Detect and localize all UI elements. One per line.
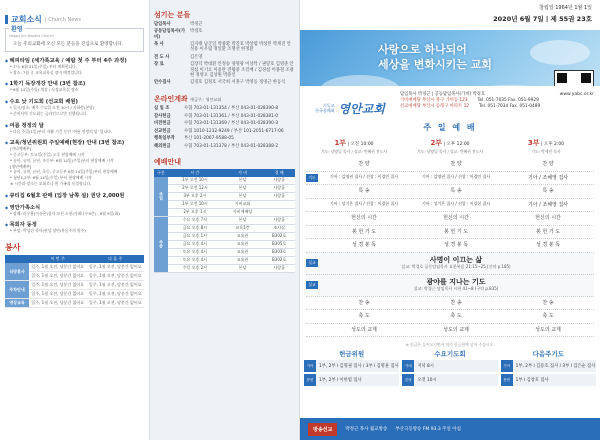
order-label <box>306 228 318 236</box>
worship-table <box>154 169 295 273</box>
service-row-label: 주차안내 <box>5 281 29 299</box>
bottom-column <box>304 349 399 386</box>
order-label <box>306 299 318 307</box>
service-heading: 주 일 예 배 <box>423 123 477 132</box>
service-leaders: 기도: 박세민 목사 <box>531 149 561 154</box>
worship-cell: 주일 오후 2시 <box>168 264 222 272</box>
issue-date: 2020년 6월 7일 | 제 55권 23호 <box>493 15 592 23</box>
banner-line-1: 사랑으로 하나되어 <box>378 43 467 56</box>
tel-1: Tel. 051-7035 Fax. 051-9929 <box>477 98 539 104</box>
order-row <box>306 239 594 253</box>
table-row <box>154 256 295 264</box>
order-label <box>306 160 318 168</box>
table-row <box>154 192 295 200</box>
news-item-line: * 청년1,2부: 6월 14일(주일) 부터 현장예배 시작 <box>10 175 92 181</box>
worship-cell: 금요 오후 8시 <box>168 224 222 232</box>
worship-cell: B302호 <box>263 256 295 264</box>
order-row <box>306 185 594 199</box>
bottom-line-label: 봉헌 <box>304 374 316 386</box>
table-row <box>154 224 295 232</box>
account-label: 해외헌금 <box>154 143 171 149</box>
account-number: 수협 703-01-131378 / 부산 043-01-028388-2 <box>184 143 279 149</box>
worship-cell: 사랑홀 <box>263 192 295 200</box>
order-cell: 성 경 봉 독 <box>535 242 561 249</box>
account-row <box>154 105 295 111</box>
staff-row <box>154 55 295 60</box>
order-cell: 봉 헌 기 도 <box>443 228 469 235</box>
bottom-column <box>501 349 596 386</box>
news-item <box>5 121 144 135</box>
account-row <box>154 143 295 149</box>
news-item-title: ◆ 수요 낮 기도회 (선교회 배원) <box>5 97 144 105</box>
banner-text <box>378 42 492 73</box>
bottom-column-title: 다음주기도 <box>532 350 565 358</box>
sermon-title: 광야를 지나는 기도 <box>426 278 486 287</box>
order-of-service <box>306 158 594 337</box>
order-label <box>306 241 318 249</box>
left-panel <box>0 0 150 440</box>
table-row <box>5 281 144 290</box>
bottom-line-label: 봉헌 <box>501 374 513 386</box>
logo-small-1: 기독교 <box>322 102 335 108</box>
welcome-tag: 환영 <box>11 26 23 33</box>
order-row <box>306 226 594 240</box>
order-row <box>306 212 594 226</box>
order-row <box>306 158 594 172</box>
account-number: 수협 703-01-131369 / 부산 043-01-028390-3 <box>184 121 279 127</box>
news-list <box>5 56 144 234</box>
worship-cell: 3부 오후 2시 <box>168 192 222 200</box>
order-cell: 성도의 교제 <box>443 326 469 333</box>
news-item-title: ◆ 목회자 동정 <box>5 220 144 228</box>
staff-names: 박경호 <box>190 29 203 35</box>
bottom-line <box>501 374 596 386</box>
news-item-line: * 유아, 유치, 유년, 초등부: 6월 14일(주일)부터 현장예배 시작 <box>10 157 114 163</box>
order-cell: 기아 : 성기은 집사 / 선창 : 이경헌 집사 <box>329 201 399 207</box>
order-cell: 성 경 봉 독 <box>443 242 469 249</box>
service-title: 봉사 <box>5 243 21 253</box>
order-label <box>306 201 318 209</box>
news-subtitle: | Church News <box>44 16 81 23</box>
service-leaders: 기도: 남양일 목사 / 설교: 반혜현 전도사 <box>416 149 484 154</box>
worship-group-label: 주일 <box>154 177 168 217</box>
news-item-title: ◆ 큐티집 6월호 판매 (입장 남쪽 설) 권당 2,000원 <box>5 191 144 199</box>
news-item-line: * 6월 14일(주일) 개강 / 독장교육실 장소 <box>10 87 79 93</box>
service-number: 1부 <box>334 139 347 147</box>
bottom-columns <box>304 349 596 386</box>
order-cell: 축 도 <box>358 313 370 320</box>
worship-cell: 토요 오후 4시 <box>168 248 222 256</box>
website-link[interactable]: www.yabc.or.kr <box>559 92 594 97</box>
news-item-title: ◆ 여름 정정의 달 <box>5 121 144 129</box>
news-item-line: * 다음 주일(1일)부터 자활 기간 동안 '여름 정정의 달' 입니다. <box>10 128 113 134</box>
table-row <box>5 299 144 308</box>
worship-cell: 사랑홀 <box>263 177 295 185</box>
order-cell: 찬 양 <box>450 161 462 168</box>
account-row <box>154 128 295 134</box>
service-row-label: 영상교육 <box>5 299 29 308</box>
worship-header: 경 배 <box>263 169 295 177</box>
table-row <box>154 208 295 216</box>
news-item-line: * 유아, 유치, 유년, 초등, 중고등부 6월 14일(주일)부터 현장예배 <box>10 169 118 175</box>
bottom-line-label: 본당 <box>402 374 414 386</box>
staff-list <box>154 22 295 86</box>
logo-small-2: 한국침례회 <box>315 108 335 113</box>
worship-cell: 1부 오전 10시 <box>168 177 222 185</box>
service-columns <box>306 138 594 155</box>
order-cell: 축 도 <box>542 313 554 320</box>
order-cell: 봉 헌 기 도 <box>351 228 377 235</box>
offering-note: ※ 헌금은 들어오시면서 미리 헌금함에 넣어 주십시오. <box>405 342 495 347</box>
news-item-line: * 일시/장소: 매주 수요일 오전 10시 / 지하층(본당) <box>10 105 95 111</box>
footer-text-2: 부산극동방송 FM 93.3 주일 아침 <box>395 427 461 432</box>
staff-names: 박경근 <box>190 22 203 27</box>
news-title: 교회소식 <box>11 15 42 24</box>
worship-cell: 본당 <box>222 177 264 185</box>
table-row <box>154 184 295 192</box>
order-cell: 성도의 교제 <box>535 326 561 333</box>
news-item-line: * 중고등부: 토요일(주일) 오후 현장예배 시작 <box>10 152 85 158</box>
worship-header: 시 간 <box>168 169 222 177</box>
account-number: 부산 101-2067-9588-05 <box>184 136 234 142</box>
order-cell: 축 도 <box>450 313 462 320</box>
service-table-header: 다 음 주 <box>87 255 145 263</box>
service-column <box>402 138 498 155</box>
worship-cell: 2부 오후 1시 <box>168 208 222 216</box>
pastor-line: 담임목사 박경근 | 공동담임목사(가비) 박경호 <box>400 92 485 97</box>
logo-denomination <box>315 103 334 113</box>
logo-main: 영안교회 <box>338 101 385 116</box>
account-label: 선교헌금 <box>154 128 171 134</box>
account-row <box>154 120 295 126</box>
order-row <box>306 310 594 324</box>
order-cell: 기아 : 성기은 집사 / 선창 : 이경헌 집사 <box>421 201 491 207</box>
banner-line-2: 세상을 변화시키는 교회 <box>378 58 492 72</box>
sermon-ref: 설교: 박경호 공동담임목사 요한복음 21:15~25 (신약 p.185) <box>401 263 511 269</box>
staff-role: 전 도 사 <box>154 54 170 60</box>
service-number: 3부 <box>527 139 540 147</box>
account-label: 행복일부작 <box>154 136 175 142</box>
service-cell: 일주, 1월 오전, 당분간 없어요 <box>87 272 145 281</box>
online-title <box>154 94 295 104</box>
service-header <box>5 242 144 253</box>
news-item-line: * 준비사역 기도회는 금라인으로만 진행됩니다. <box>10 110 88 116</box>
worship-cell: B303호 <box>263 248 295 256</box>
staff-names: 김지태 남궁일 박종환 박진호 박상엽 박상민 박계진 안성용 이우림 정일환 조명선 한정환 <box>190 42 291 53</box>
order-row <box>306 324 594 338</box>
welcome-english: Happy Jim Baptist Church <box>9 34 54 38</box>
news-item-line: [청년예배부] <box>10 163 32 169</box>
worship-title: 예배안내 <box>154 157 182 166</box>
order-cell: 특 송 <box>358 188 370 195</box>
account-label: 감사헌금 <box>154 113 171 119</box>
order-cell: 기아 / 조혜영 집사 <box>527 201 569 208</box>
account-number: 수협 703-01-131361 / 부산 043-01-028381-0 <box>184 113 279 119</box>
order-cell: 찬 송 <box>450 299 462 306</box>
staff-row <box>154 62 295 78</box>
welcome-text: 오늘 주의교회에 오신 모든 분들을 진심으로 환영합니다. <box>13 42 123 47</box>
footer-badge: 방송선교 <box>308 423 337 436</box>
bottom-line-label: 가비 <box>402 360 414 372</box>
service-row-label: 식당봉사 <box>5 263 29 281</box>
worship-cell: 1부 오전 10시 <box>168 200 222 208</box>
sermon-ref: 설교: 박경근 담임목사 시편 41~8 (구약 p.835) <box>413 285 499 291</box>
footer <box>300 418 600 440</box>
bottom-line-text: 1부, 2부 l 이한엽 집사 <box>319 378 362 383</box>
staff-role: 장 로 <box>154 62 164 68</box>
bottom-line-text: 1부, 2부 l 김명권 집사 / 3부 l 김명훈 집사 <box>319 364 399 369</box>
footer-text-1: 박정근 목사 월교방송 <box>345 427 388 432</box>
staff-names: 김경호 김정호 서국희 서홍구 박영동 정영근 한동식 <box>190 80 286 86</box>
address-line-2 <box>400 104 600 110</box>
welcome-box <box>5 28 144 52</box>
order-row <box>306 172 594 186</box>
staff-names: 김장덕 박대환 안정승 양영광 이상탁 / 권달호 김영준 안경섭 이기요 이용란 전황중 조길배 / 김경섭 이종철 조광현 정영오 김상원 박중인 <box>190 62 294 78</box>
worship-cell: 가비예배당 <box>222 208 264 216</box>
worship-cell: 본당 <box>222 192 264 200</box>
worship-header: 구분 <box>154 169 168 177</box>
staff-role: 안수집사 <box>154 80 171 86</box>
service-column <box>498 138 594 155</box>
worship-cell: 조사실 <box>263 224 295 232</box>
bottom-line-text: 1부 l 김창호 집사 <box>515 378 549 383</box>
order-cell: 특 송 <box>542 188 554 195</box>
service-table-header <box>5 255 29 263</box>
worship-cell: B302호 <box>263 232 295 240</box>
online-subtitle: 예금주 : 영안교회 <box>190 96 222 102</box>
news-header <box>5 14 144 25</box>
worship-cell: B305호 <box>263 240 295 248</box>
service-time: 2부 | 오후 12:00 <box>430 139 470 147</box>
worship-cell: 사랑홀 <box>263 264 295 272</box>
service-cell: 일주, 1월 오전, 당분간 없어요 <box>87 290 145 299</box>
account-row <box>154 113 295 119</box>
account-row <box>154 135 295 141</box>
worship-cell <box>263 208 295 216</box>
order-cell: 찬 양 <box>542 161 554 168</box>
order-cell: 찬 송 <box>358 299 370 306</box>
news-item <box>5 138 144 186</box>
order-cell: 헌신의 시간 <box>535 215 561 222</box>
news-item-line: * 부임: 박성진 목사(권성 장년/복음주의 원주) <box>10 228 86 234</box>
order-cell: 기아 / 조혜영 집사 <box>527 174 569 181</box>
news-item-title: ◆ 교육/청년위원회 주일예배(현장) 안내 (3번 참조) <box>5 138 144 146</box>
bottom-column <box>402 349 497 386</box>
order-row <box>306 297 594 311</box>
order-label <box>306 187 318 195</box>
sermon-cell <box>318 256 594 269</box>
bottom-line <box>501 360 596 372</box>
service-cell: 일주, 1월 오전, 당분간 없어요 <box>29 272 87 281</box>
news-item-title: ◆ 1학기 독장개강 안내 (3번 참조) <box>5 79 144 87</box>
staff-role: 공동담임목사(가비) <box>154 29 186 40</box>
account-label: 비전헌금 <box>154 121 171 127</box>
worship-cell: 본당 <box>222 184 264 192</box>
service-column <box>306 138 402 155</box>
worship-cell: 금요 오후 1시 <box>168 232 222 240</box>
service-cell: 일주, 1월 오전, 당분간 없어요 <box>87 281 145 290</box>
worship-cell: 사랑홀 <box>263 216 295 224</box>
bottom-line <box>402 360 497 372</box>
account-number: 수협 703-01-131354 / 부산 043-01-028390-8 <box>184 106 279 112</box>
order-cell: 헌신의 시간 <box>443 215 469 222</box>
bottom-line-text: 오전 10시 <box>417 378 437 383</box>
worship-cell: 사랑홀 <box>263 184 295 192</box>
established-text: 창립일 1964년 1월 1일 <box>539 5 592 11</box>
account-number: 수협 1010-1232-9249 / 부산 101-2051-6717-06 <box>184 128 284 134</box>
staff-role: 담임목사 <box>154 22 171 27</box>
worship-cell: 금요 오후 4시 <box>168 240 222 248</box>
order-cell: 찬 양 <box>358 161 370 168</box>
news-bar <box>5 15 8 24</box>
middle-panel <box>150 0 300 440</box>
order-cell: 헌신의 시간 <box>351 215 377 222</box>
table-row <box>154 216 295 224</box>
sermon-label: 설교 <box>306 281 318 289</box>
sermon-cell <box>318 278 594 291</box>
bottom-line <box>304 360 399 372</box>
sermon-title: 사명이 이끄는 삶 <box>429 256 483 265</box>
service-cell: 일주, 1월 오전, 당분간 없어요 <box>29 290 87 299</box>
bottom-line-text: 1부, 2부 l 김용호 집사 / 3부 l 김은순 집사 <box>515 364 596 369</box>
established <box>300 0 600 11</box>
order-cell: 봉 헌 기 도 <box>535 228 561 235</box>
news-item-title: ◆ 영안가족소식 <box>5 203 144 211</box>
table-row <box>154 232 295 240</box>
worship-cell: 수요 오후 7시 <box>168 216 222 224</box>
news-item <box>5 203 144 217</box>
sermon-row <box>306 253 594 275</box>
order-cell: 기아 : 김명권 집사 / 선창 : 이경민 집사 <box>329 174 399 180</box>
service-table-header: 이 번 주 <box>29 255 87 263</box>
news-item-line: [자녀예배부] <box>10 146 32 152</box>
bottom-line <box>304 374 399 386</box>
news-item-line: ※ 시간과 장소는 교회로나 편 가족과 동일합니다. <box>10 180 92 186</box>
service-time: 1부 | 오전 10:00 <box>334 139 374 147</box>
service-table <box>5 255 144 308</box>
worship-cell: 교육관 <box>222 248 264 256</box>
table-row <box>154 240 295 248</box>
service-number: 2부 <box>430 139 443 147</box>
table-row <box>154 177 295 185</box>
staff-names: 김은영 <box>190 54 203 60</box>
news-item <box>5 220 144 234</box>
online-title-text: 온라인계좌 <box>154 94 188 103</box>
bottom-column-title: 헌금위원 <box>339 350 365 358</box>
news-item <box>5 56 144 75</box>
worship-cell: 본당 <box>222 264 264 272</box>
staff-title: 섬기는 분들 <box>154 11 191 19</box>
service-cell: 일주, 1월 오전, 당분간 없어요 <box>29 263 87 272</box>
cloud-shape <box>530 40 590 65</box>
service-cell: 일주, 1월 오전, 당분간 없어요 <box>87 299 145 308</box>
order-cell: 성 경 봉 독 <box>351 242 377 249</box>
address-1: 가비예배당 부산시 북구 가비동 123 <box>400 98 468 104</box>
news-item-title: ◆ 헤피타임 (세가족교육 / 예람 첫 주 부터 4주 과정) <box>5 56 144 64</box>
order-cell: 특 송 <box>450 188 462 195</box>
news-item <box>5 191 144 199</box>
news-item-line: * 장례: 이우용(이슈은)집사 모친 소천(가데나무9층) - 6월 9일(화) <box>10 210 120 216</box>
worship-header: 가 비 <box>222 169 264 177</box>
worship-group-label: 주중 <box>154 216 168 272</box>
news-item-line: * 7시: 6월 21일(주일) 부터 계획합니다. <box>10 64 78 69</box>
news-item <box>5 79 144 93</box>
table-row <box>154 200 295 208</box>
order-label <box>306 312 318 320</box>
worship-cell: 교육관 <box>222 232 264 240</box>
worship-cell: 가비교회 <box>222 200 264 208</box>
staff-row <box>154 42 295 53</box>
service-cell: 일주, 1월 오전, 당분간 없어요 <box>29 281 87 290</box>
order-row <box>306 199 594 213</box>
service-leaders: 기도: 남양일 목사 / 설교: 반혜현 전도사 <box>320 149 388 154</box>
bottom-line-text: 저녁 8시 <box>417 364 434 369</box>
address-2: 선교예배당 부산시 동래구 아파트 12 <box>400 104 470 110</box>
staff-row <box>154 29 295 40</box>
account-label: 십 일 조 <box>154 106 170 112</box>
sermon-row <box>306 275 594 297</box>
sermon-label: 설교 <box>306 259 318 267</box>
online-list <box>154 105 295 149</box>
worship-cell: 교육1층 <box>222 224 264 232</box>
bottom-line <box>402 374 497 386</box>
service-cell: 일주, 1월 오전, 당분간 없어요 <box>87 263 145 272</box>
service-time: 3부 | 오후 2:00 <box>527 139 565 147</box>
tel-2: Tel. 051-7034 Fax. 051-0489 <box>479 104 541 110</box>
order-label <box>306 214 318 222</box>
worship-cell: 2부 오전 12시 <box>168 184 222 192</box>
news-item-line: * 장소: 7월 중 교육교육실 장비 예정입니다. <box>10 69 83 75</box>
order-cell: 성도의 교제 <box>351 326 377 333</box>
order-label: 기도 <box>306 174 318 182</box>
service-cell: 일주, 1월 오전, 당분간 없어요 <box>29 299 87 308</box>
staff-role: 목 사 <box>154 42 164 48</box>
right-panel <box>300 0 600 440</box>
staff-row <box>154 22 295 27</box>
table-row <box>5 263 144 272</box>
worship-cell <box>263 200 295 208</box>
table-row <box>154 264 295 272</box>
worship-cell: 교육관 <box>222 240 264 248</box>
bottom-column-title: 수요기도회 <box>434 350 466 358</box>
table-row <box>154 248 295 256</box>
order-label <box>306 326 318 334</box>
bottom-line-label: 기아 <box>304 360 316 372</box>
bottom-line-label: 기아 <box>501 360 513 372</box>
order-cell: 기아 : 김명권 집사 / 선창 : 이경민 집사 <box>421 174 491 180</box>
worship-cell: 본당 <box>222 216 264 224</box>
order-cell: 찬 송 <box>542 299 554 306</box>
news-item <box>5 97 144 116</box>
worship-cell: 토요 오후 4시 <box>168 256 222 264</box>
worship-cell: 교육관 <box>222 256 264 264</box>
staff-row <box>154 80 295 85</box>
